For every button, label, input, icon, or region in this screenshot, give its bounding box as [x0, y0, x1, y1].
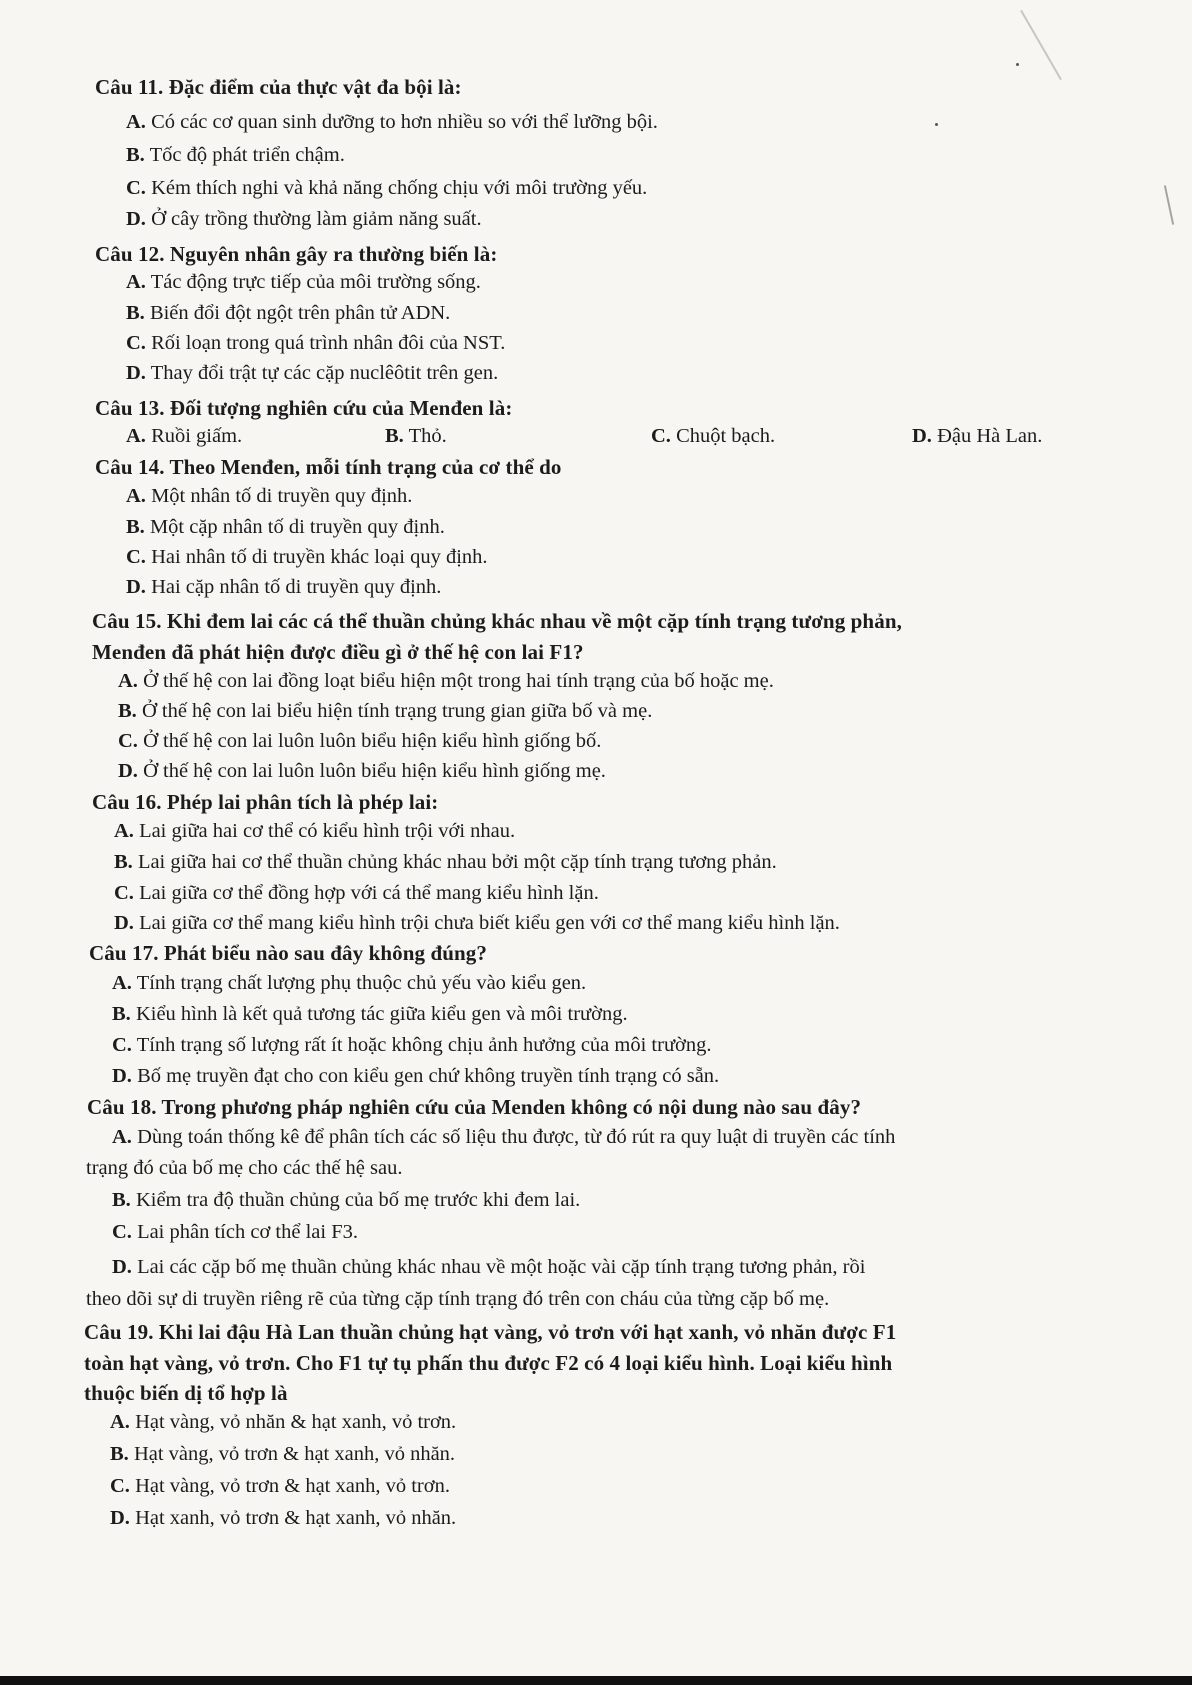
question-11-option-a: A. Có các cơ quan sinh dưỡng to hơn nhiều so với thể lưỡng bội. — [126, 111, 658, 133]
question-18-option-b: B. Kiểm tra độ thuần chủng của bố mẹ trước khi đem lai. — [112, 1189, 581, 1211]
question-15-title-line-1: Câu 15. Khi đem lai các cá thể thuần chủng khác nhau về một cặp tính trạng tương phản, — [92, 609, 902, 633]
question-13-option-c: C. Chuột bạch. — [651, 425, 776, 447]
question-11-option-b: B. Tốc độ phát triển chậm. — [126, 144, 345, 166]
question-19-option-b: B. Hạt vàng, vỏ trơn & hạt xanh, vỏ nhăn. — [110, 1443, 456, 1465]
question-15-option-d: D. Ở thế hệ con lai luôn luôn biểu hiện kiểu hình giống mẹ. — [118, 760, 606, 782]
question-13-option-a: A. Ruồi giấm. — [126, 425, 243, 447]
question-18-option-a-line-1: A. Dùng toán thống kê để phân tích các số liệu thu được, từ đó rút ra quy luật di truyền các tính — [112, 1126, 896, 1148]
question-17-option-d: D. Bố mẹ truyền đạt cho con kiểu gen chứ không truyền tính trạng có sẵn. — [112, 1065, 720, 1087]
question-18-option-a-line-2: trạng đó của bố mẹ cho các thế hệ sau. — [86, 1157, 403, 1179]
question-11-option-c: C. Kém thích nghi và khả năng chống chịu với môi trường yếu. — [126, 177, 648, 199]
question-15-title-line-2: Menđen đã phát hiện được điều gì ở thế hệ con lai F1? — [92, 640, 584, 664]
question-17-title: Câu 17. Phát biểu nào sau đây không đúng? — [89, 941, 487, 965]
question-12-option-a: A. Tác động trực tiếp của môi trường sống. — [126, 271, 481, 293]
question-13-option-b: B. Thỏ. — [385, 425, 447, 447]
scan-edge-line — [1164, 185, 1174, 225]
question-14-option-d: D. Hai cặp nhân tố di truyền quy định. — [126, 576, 442, 598]
question-11-title: Câu 11. Đặc điểm của thực vật đa bội là: — [95, 75, 462, 99]
question-19-title-line-3: thuộc biến dị tổ hợp là — [84, 1381, 288, 1405]
scan-speck — [1016, 63, 1019, 66]
question-17-option-c: C. Tính trạng số lượng rất ít hoặc không chịu ảnh hưởng của môi trường. — [112, 1034, 712, 1056]
question-13-title: Câu 13. Đối tượng nghiên cứu của Menđen là: — [95, 396, 513, 420]
question-12-title: Câu 12. Nguyên nhân gây ra thường biến là: — [95, 242, 498, 266]
question-11-option-d: D. Ở cây trồng thường làm giảm năng suất. — [126, 208, 482, 230]
question-19-title-line-2: toàn hạt vàng, vỏ trơn. Cho F1 tự tụ phấn thu được F2 có 4 loại kiểu hình. Loại kiểu hình — [84, 1351, 893, 1375]
question-18-option-d-line-2: theo dõi sự di truyền riêng rẽ của từng cặp tính trạng đó trên con cháu của từng cặp bố mẹ. — [86, 1288, 830, 1310]
question-18-option-d-line-1: D. Lai các cặp bố mẹ thuần chủng khác nhau về một hoặc vài cặp tính trạng tương phản, rồi — [112, 1256, 866, 1278]
question-16-option-d: D. Lai giữa cơ thể mang kiểu hình trội chưa biết kiểu gen với cơ thể mang kiểu hình lặn. — [114, 912, 840, 934]
question-14-option-c: C. Hai nhân tố di truyền khác loại quy định. — [126, 546, 488, 568]
question-12-option-d: D. Thay đổi trật tự các cặp nuclêôtit trên gen. — [126, 362, 499, 384]
question-16-option-c: C. Lai giữa cơ thể đồng hợp với cá thể mang kiểu hình lặn. — [114, 882, 599, 904]
question-19-title-line-1: Câu 19. Khi lai đậu Hà Lan thuần chủng hạt vàng, vỏ trơn với hạt xanh, vỏ nhăn được F1 — [84, 1320, 897, 1344]
question-19-option-c: C. Hạt vàng, vỏ trơn & hạt xanh, vỏ trơn. — [110, 1475, 450, 1497]
question-15-option-c: C. Ở thế hệ con lai luôn luôn biểu hiện kiểu hình giống bố. — [118, 730, 602, 752]
scan-bottom-edge — [0, 1676, 1192, 1685]
question-13-option-d: D. Đậu Hà Lan. — [912, 425, 1043, 447]
question-15-option-a: A. Ở thế hệ con lai đồng loạt biểu hiện một trong hai tính trạng của bố hoặc mẹ. — [118, 670, 774, 692]
question-12-option-c: C. Rối loạn trong quá trình nhân đôi của NST. — [126, 332, 506, 354]
question-18-option-c: C. Lai phân tích cơ thể lai F3. — [112, 1221, 358, 1243]
scan-edge-line — [1020, 10, 1062, 80]
question-17-option-b: B. Kiểu hình là kết quả tương tác giữa kiểu gen và môi trường. — [112, 1003, 628, 1025]
question-14-option-b: B. Một cặp nhân tố di truyền quy định. — [126, 516, 445, 538]
question-16-option-b: B. Lai giữa hai cơ thể thuần chủng khác nhau bởi một cặp tính trạng tương phản. — [114, 851, 777, 873]
question-15-option-b: B. Ở thế hệ con lai biểu hiện tính trạng trung gian giữa bố và mẹ. — [118, 700, 653, 722]
question-14-option-a: A. Một nhân tố di truyền quy định. — [126, 485, 413, 507]
question-19-option-a: A. Hạt vàng, vỏ nhăn & hạt xanh, vỏ trơn. — [110, 1411, 457, 1433]
question-16-title: Câu 16. Phép lai phân tích là phép lai: — [92, 790, 439, 814]
scan-speck — [935, 123, 938, 126]
question-12-option-b: B. Biến đổi đột ngột trên phân tử ADN. — [126, 302, 451, 324]
question-14-title: Câu 14. Theo Menđen, mỗi tính trạng của cơ thể do — [95, 455, 562, 479]
question-16-option-a: A. Lai giữa hai cơ thể có kiểu hình trội với nhau. — [114, 820, 516, 842]
question-19-option-d: D. Hạt xanh, vỏ trơn & hạt xanh, vỏ nhăn. — [110, 1507, 457, 1529]
question-17-option-a: A. Tính trạng chất lượng phụ thuộc chủ yếu vào kiểu gen. — [112, 972, 587, 994]
question-18-title: Câu 18. Trong phương pháp nghiên cứu của Menden không có nội dung nào sau đây? — [87, 1095, 862, 1119]
